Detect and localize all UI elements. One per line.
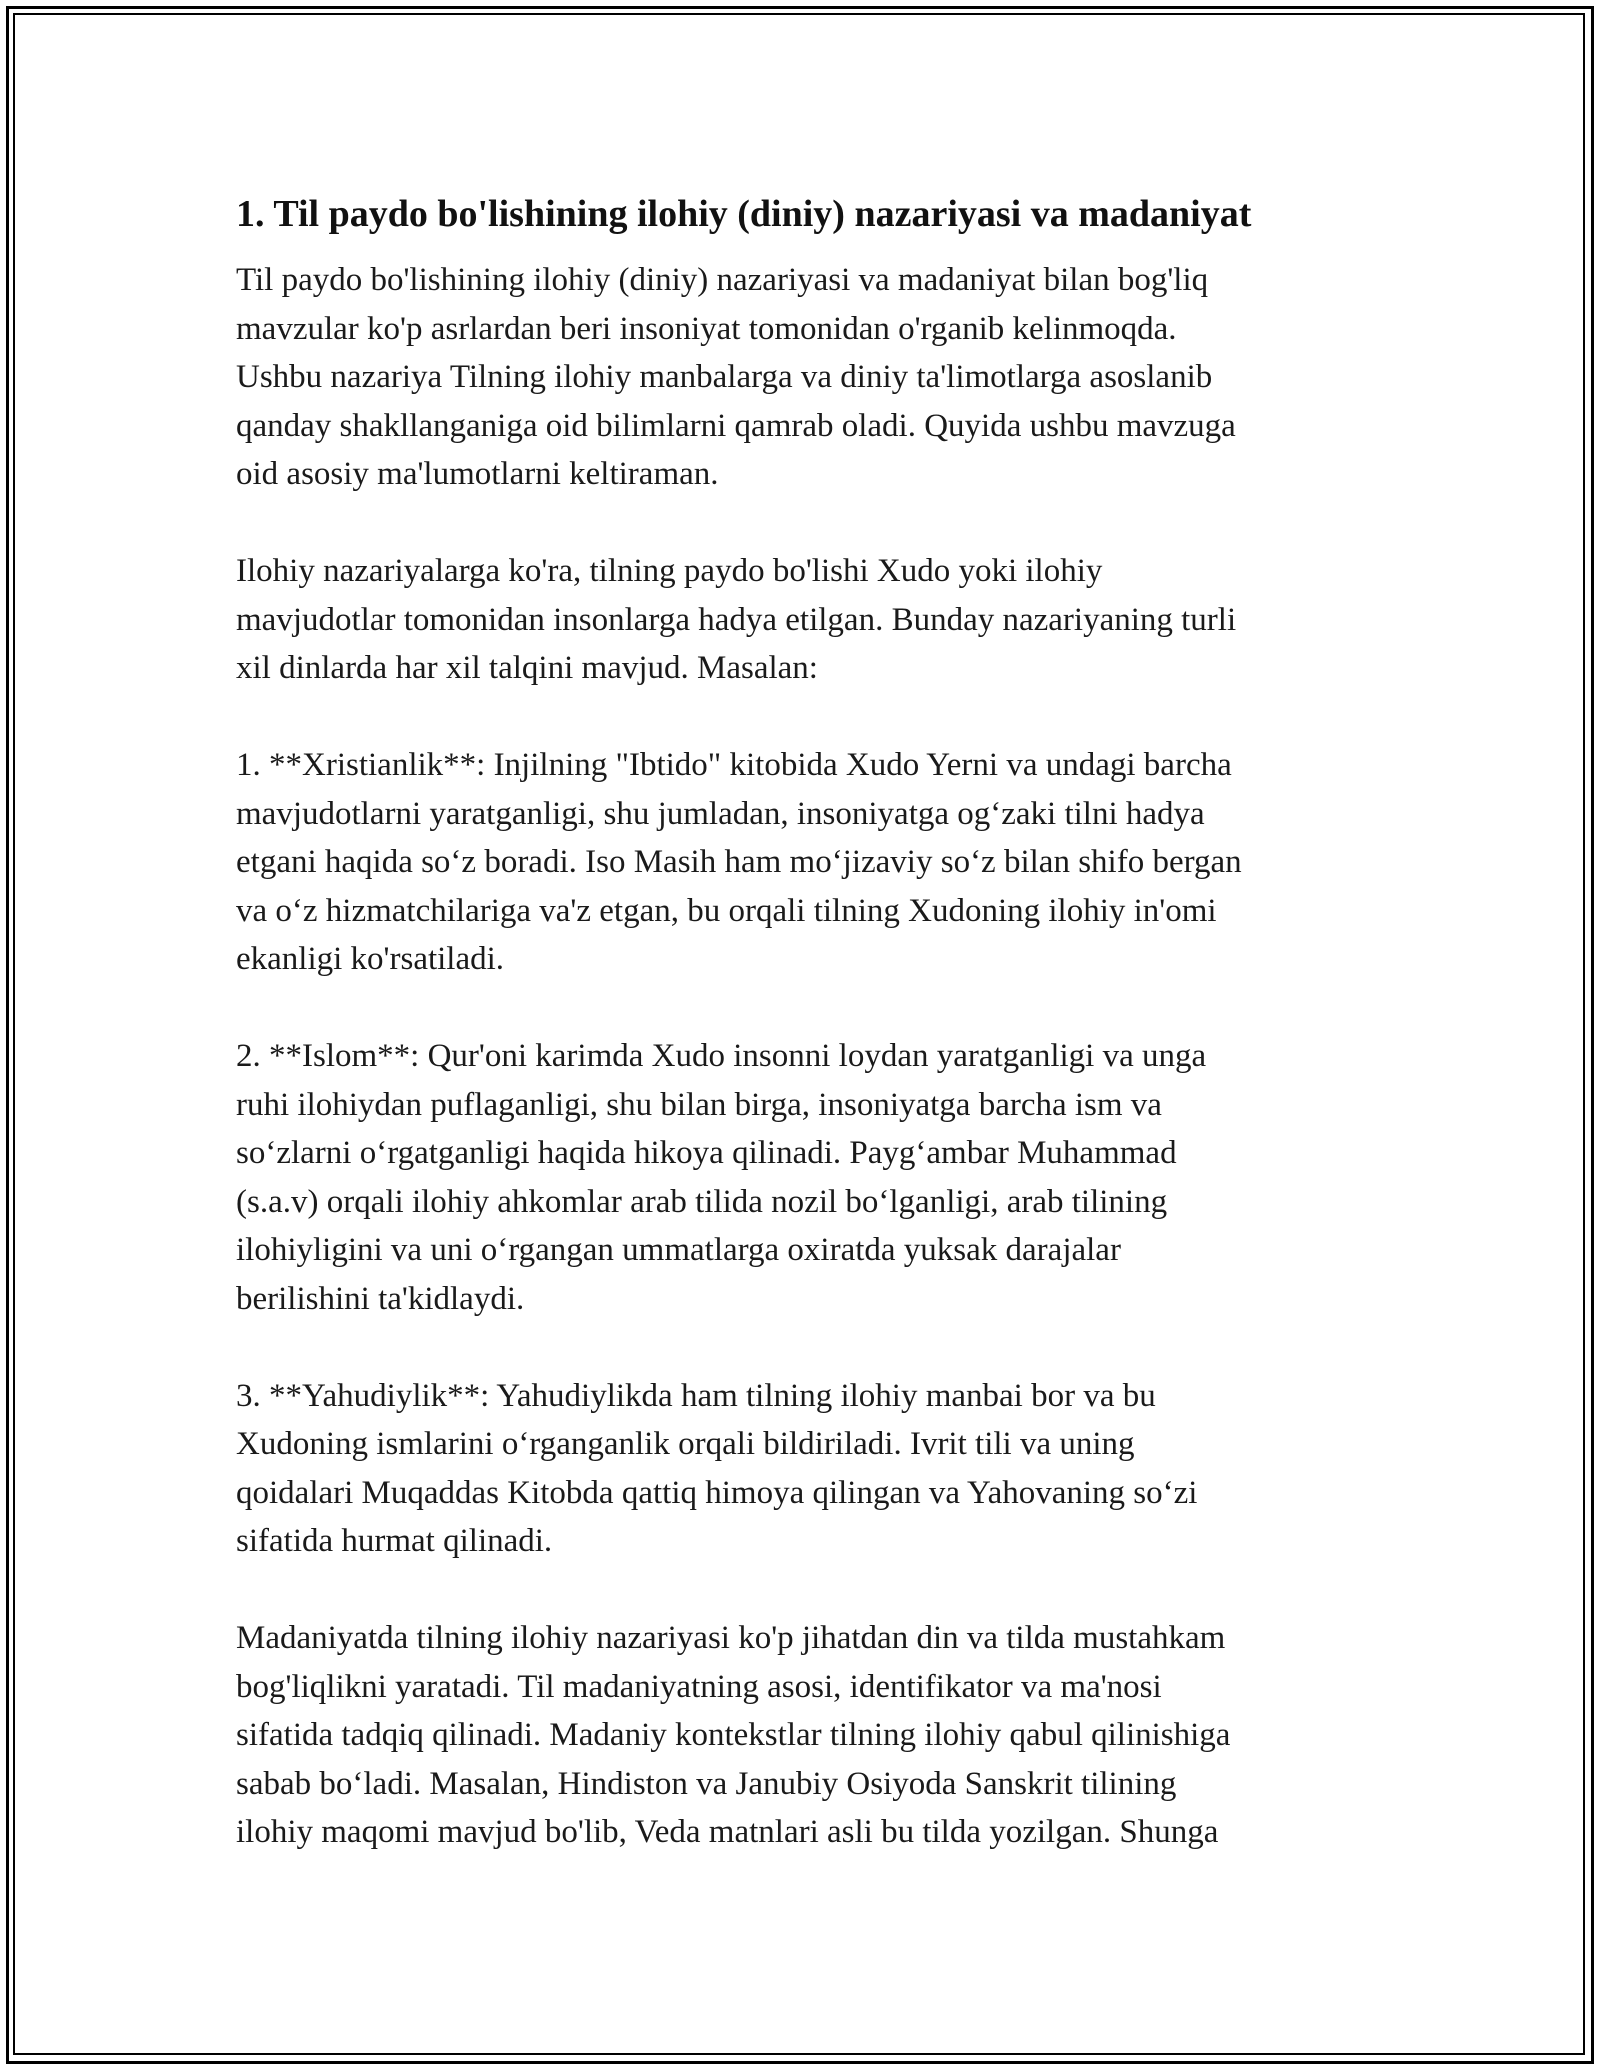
paragraph-divine-theories: Ilohiy nazariyalarga ko'ra, tilning paydo bo'lishi Xudo yoki ilohiy mavjudotlar tomonidan insonlarga hadya etilgan. Bunday nazariyaning turli xil dinlarda har xil talqini mavjud. Masalan: [236, 553, 1237, 686]
paragraph-judaism: 3. **Yahudiylik**: Yahudiylikda ham tilning ilohiy manbai bor va bu Xudoning ismlarini o‘rganganlik orqali bildiriladi. Ivrit tili va uning qoidalari Muqaddas Kitobda qattiq himoya qilingan va Yahovaning so‘zi sifatida hurmat qilinadi. [236, 1377, 1198, 1559]
document-title: 1. Til paydo bo'lishining ilohiy (diniy) nazariyasi va madaniyat [236, 193, 1252, 235]
paragraph-islam: 2. **Islom**: Qur'oni karimda Xudo insonni loydan yaratganligi va unga ruhi ilohiydan puflaganligi, shu bilan birga, insoniyatga barcha ism va so‘zlarni o‘rgatganligi haqida hikoya qilinadi. Payg‘ambar Muhammad (s.a.v) orqali ilohiy ahkomlar arab tilida nozil bo‘lganligi, arab tilining ilohiyligini va uni o‘rgangan ummatlarga oxiratda yuksak darajalar berilishini ta'kidlaydi. [236, 1038, 1207, 1317]
document-page [236, 188, 1366, 1857]
paragraph-intro: Til paydo bo'lishining ilohiy (diniy) nazariyasi va madaniyat bilan bog'liq mavzular ko'p asrlardan beri insoniyat tomonidan o'rganib kelinmoqda. Ushbu nazariya Tilning ilohiy manbalarga va diniy ta'limotlarga asoslanib qanday shakllanganiga oid bilimlarni qamrab oladi. Quyida ushbu mavzuga oid asosiy ma'lumotlarni keltiraman. [236, 262, 1236, 492]
paragraph-culture: Madaniyatda tilning ilohiy nazariyasi ko'p jihatdan din va tilda mustahkam bog'liqlikni yaratadi. Til madaniyatning asosi, identifikator va ma'nosi sifatida tadqiq qilinadi. Madaniy kontekstlar tilning ilohiy qabul qilinishiga sabab bo‘ladi. Masalan, Hindiston va Janubiy Osiyoda Sanskrit tilining ilohiy maqomi mavjud bo'lib, Veda matnlari asli bu tilda yozilgan. Shunga [236, 1620, 1231, 1850]
paragraph-christianity: 1. **Xristianlik**: Injilning "Ibtido" kitobida Xudo Yerni va undagi barcha mavjudotlarni yaratganligi, shu jumladan, insoniyatga og‘zaki tilni hadya etgani haqida so‘z boradi. Iso Masih ham mo‘jizaviy so‘z bilan shifo bergan va o‘z hizmatchilariga va'z etgan, bu orqali tilning Xudoning ilohiy in'omi ekanligi ko'rsatiladi. [236, 747, 1242, 977]
